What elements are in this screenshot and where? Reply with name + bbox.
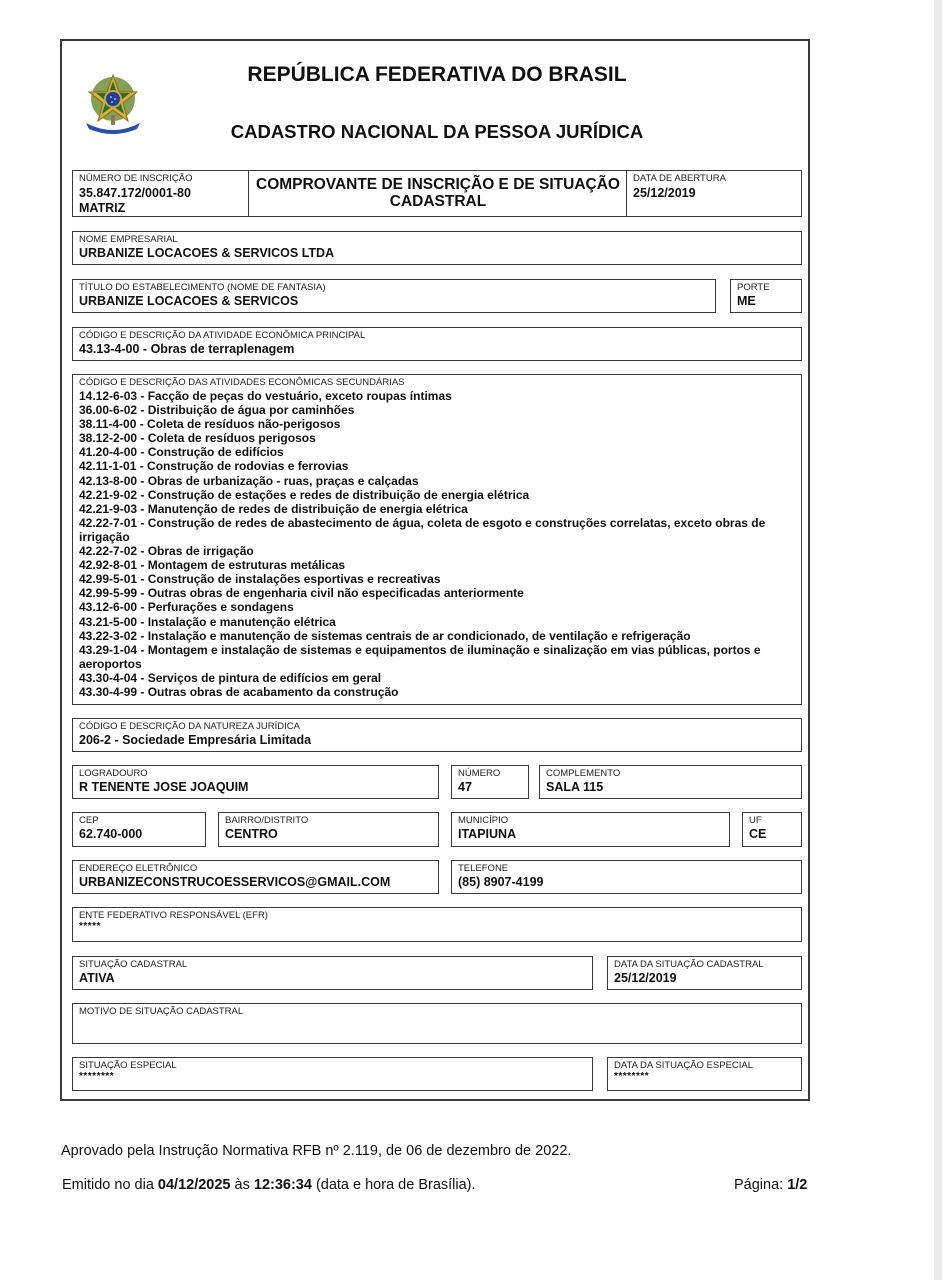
natureza-juridica-field	[72, 718, 802, 752]
data-situacao-cadastral-label: DATA DA SITUAÇÃO CADASTRAL	[614, 959, 764, 970]
efr-field	[72, 907, 802, 942]
email-value: URBANIZECONSTRUCOESSERVICOS@GMAIL.COM	[79, 875, 391, 889]
atividade-secundaria-item: 43.12-6-00 - Perfurações e sondagens	[79, 600, 294, 615]
nome-empresarial-field	[72, 231, 802, 265]
atividades-secundarias-list	[79, 389, 795, 699]
efr-label: ENTE FEDERATIVO RESPONSÁVEL (EFR)	[79, 910, 268, 921]
telefone-value: (85) 8907-4199	[458, 875, 544, 889]
data-situacao-especial-field	[607, 1057, 802, 1091]
atividade-principal-label: CÓDIGO E DESCRIÇÃO DA ATIVIDADE ECONÔMICA PRINCIPAL	[79, 330, 366, 341]
situacao-cadastral-value: ATIVA	[79, 971, 115, 985]
uf-label: UF	[749, 815, 762, 826]
complemento-label: COMPLEMENTO	[546, 768, 621, 779]
fantasia-value: URBANIZE LOCACOES & SERVICOS	[79, 294, 299, 308]
emission-date: 04/12/2025	[157, 1177, 231, 1193]
motivo-situacao-label: MOTIVO DE SITUAÇÃO CADASTRAL	[79, 1006, 244, 1017]
emission-note	[62, 1177, 476, 1193]
atividade-secundaria-item: 42.13-8-00 - Obras de urbanização - ruas, praças e calçadas	[79, 473, 419, 488]
atividades-secundarias-field	[72, 374, 802, 705]
atividade-secundaria-item: 38.12-2-00 - Coleta de resíduos perigosos	[79, 431, 316, 446]
atividade-secundaria-item: 42.99-5-99 - Outras obras de engenharia civil não especificadas anteriormente	[79, 586, 524, 601]
page-label: Página:	[734, 1177, 788, 1193]
situacao-especial-field	[72, 1057, 593, 1091]
atividade-secundaria-item: 42.22-7-02 - Obras de irrigação	[79, 544, 254, 559]
numero-label: NÚMERO	[458, 768, 501, 779]
matriz-value: MATRIZ	[79, 201, 126, 215]
email-field	[72, 860, 439, 894]
emission-mid: às	[230, 1177, 254, 1193]
atividade-secundaria-item: 43.30-4-99 - Outras obras de acabamento da construção	[79, 684, 399, 699]
situacao-cadastral-field	[72, 956, 593, 990]
abertura-value: 25/12/2019	[633, 186, 696, 200]
porte-field	[730, 279, 802, 313]
uf-value: CE	[749, 827, 767, 841]
telefone-field	[451, 860, 802, 894]
comprovante-title-line2: CADASTRAL	[389, 193, 487, 210]
logradouro-field	[72, 765, 439, 799]
approval-note: Aprovado pela Instrução Normativa RFB nº 2.119, de 06 de dezembro de 2022.	[61, 1143, 572, 1159]
emission-prefix: Emitido no dia	[62, 1177, 158, 1193]
atividade-secundaria-item: 42.22-7-01 - Construção de redes de abastecimento de água, coleta de esgoto e construções correlatas, exceto obras de irrigação	[79, 515, 766, 544]
atividade-secundaria-item: 42.11-1-01 - Construção de rodovias e ferrovias	[79, 459, 349, 474]
fantasia-field	[72, 279, 716, 313]
cnpj-document	[60, 39, 810, 1101]
situacao-especial-label: SITUAÇÃO ESPECIAL	[79, 1060, 177, 1071]
logradouro-value: R TENENTE JOSE JOAQUIM	[79, 780, 249, 794]
efr-value: *****	[79, 921, 101, 932]
emission-time: 12:36:34	[253, 1177, 312, 1193]
bairro-field	[218, 812, 439, 847]
data-situacao-cadastral-value: 25/12/2019	[614, 971, 677, 985]
natureza-juridica-value: 206-2 - Sociedade Empresária Limitada	[79, 733, 312, 747]
atividade-principal-field	[72, 327, 802, 361]
nome-empresarial-label: NOME EMPRESARIAL	[79, 234, 178, 245]
natureza-juridica-label: CÓDIGO E DESCRIÇÃO DA NATUREZA JURÍDICA	[79, 721, 300, 732]
comprovante-box	[248, 170, 628, 217]
municipio-field	[451, 812, 730, 847]
email-label: ENDEREÇO ELETRÔNICO	[79, 863, 198, 874]
data-situacao-especial-value: ********	[614, 1071, 650, 1082]
atividade-secundaria-item: 43.21-5-00 - Instalação e manutenção elétrica	[79, 614, 336, 629]
municipio-label: MUNICÍPIO	[458, 815, 509, 826]
data-situacao-cadastral-field	[607, 956, 802, 990]
complemento-value: SALA 115	[546, 780, 604, 794]
logradouro-label: LOGRADOURO	[79, 768, 148, 779]
numero-field	[451, 765, 529, 799]
abertura-label: DATA DE ABERTURA	[633, 173, 726, 184]
page-number: 1/2	[787, 1177, 808, 1193]
cnpj-value: 35.847.172/0001-80	[79, 186, 191, 200]
bairro-value: CENTRO	[225, 827, 278, 841]
atividade-secundaria-item: 38.11-4-00 - Coleta de resíduos não-perigosos	[79, 417, 341, 432]
atividade-secundaria-item: 43.29-1-04 - Montagem e instalação de sistemas e equipamentos de iluminação e sinalização em vias públicas, portos e aeroportos	[79, 642, 761, 671]
situacao-cadastral-label: SITUAÇÃO CADASTRAL	[79, 959, 188, 970]
document-title: REPÚBLICA FEDERATIVA DO BRASIL	[247, 63, 627, 86]
atividade-secundaria-item: 14.12-6-03 - Facção de peças do vestuário, exceto roupas íntimas	[79, 389, 452, 403]
porte-value: ME	[737, 294, 756, 308]
cep-label: CEP	[79, 815, 99, 826]
complemento-field	[539, 765, 802, 799]
abertura-field	[626, 170, 802, 217]
fantasia-label: TÍTULO DO ESTABELECIMENTO (NOME DE FANTASIA)	[79, 282, 326, 293]
emission-suffix: (data e hora de Brasília).	[311, 1177, 476, 1193]
atividade-secundaria-item: 42.21-9-03 - Manutenção de redes de distribuição de energia elétrica	[79, 501, 468, 516]
atividade-principal-value: 43.13-4-00 - Obras de terraplenagem	[79, 342, 295, 356]
inscricao-field	[72, 170, 250, 217]
municipio-value: ITAPIUNA	[458, 827, 517, 841]
situacao-especial-value: ********	[79, 1071, 115, 1082]
motivo-situacao-field	[72, 1003, 802, 1044]
page-edge-strip	[934, 0, 942, 1280]
atividade-secundaria-item: 42.92-8-01 - Montagem de estruturas metálicas	[79, 558, 346, 573]
nome-empresarial-value: URBANIZE LOCACOES & SERVICOS LTDA	[79, 246, 335, 260]
document-subtitle: CADASTRO NACIONAL DA PESSOA JURÍDICA	[230, 121, 644, 142]
porte-label: PORTE	[737, 282, 770, 293]
bairro-label: BAIRRO/DISTRITO	[225, 815, 309, 826]
cep-value: 62.740-000	[79, 827, 143, 841]
atividade-secundaria-item: 43.30-4-04 - Serviços de pintura de edifícios em geral	[79, 670, 382, 685]
atividade-secundaria-item: 42.99-5-01 - Construção de instalações esportivas e recreativas	[79, 572, 441, 587]
atividade-secundaria-item: 41.20-4-00 - Construção de edifícios	[79, 445, 284, 460]
numero-value: 47	[458, 780, 472, 794]
atividade-secundaria-item: 43.22-3-02 - Instalação e manutenção de sistemas centrais de ar condicionado, de ventilação e refrigeração	[79, 628, 691, 643]
comprovante-title-line1: COMPROVANTE DE INSCRIÇÃO E DE SITUAÇÃO	[256, 176, 620, 193]
atividades-secundarias-label: CÓDIGO E DESCRIÇÃO DAS ATIVIDADES ECONÔMICAS SECUNDÁRIAS	[79, 377, 405, 388]
inscricao-label: NÚMERO DE INSCRIÇÃO	[79, 173, 193, 184]
atividade-secundaria-item: 36.00-6-02 - Distribuição de água por caminhões	[79, 403, 355, 418]
cep-field	[72, 812, 206, 847]
atividade-secundaria-item: 42.21-9-02 - Construção de estações e redes de distribuição de energia elétrica	[79, 487, 530, 502]
telefone-label: TELEFONE	[458, 863, 509, 874]
data-situacao-especial-label: DATA DA SITUAÇÃO ESPECIAL	[614, 1060, 754, 1071]
uf-field	[742, 812, 802, 847]
page-indicator	[734, 1177, 807, 1193]
